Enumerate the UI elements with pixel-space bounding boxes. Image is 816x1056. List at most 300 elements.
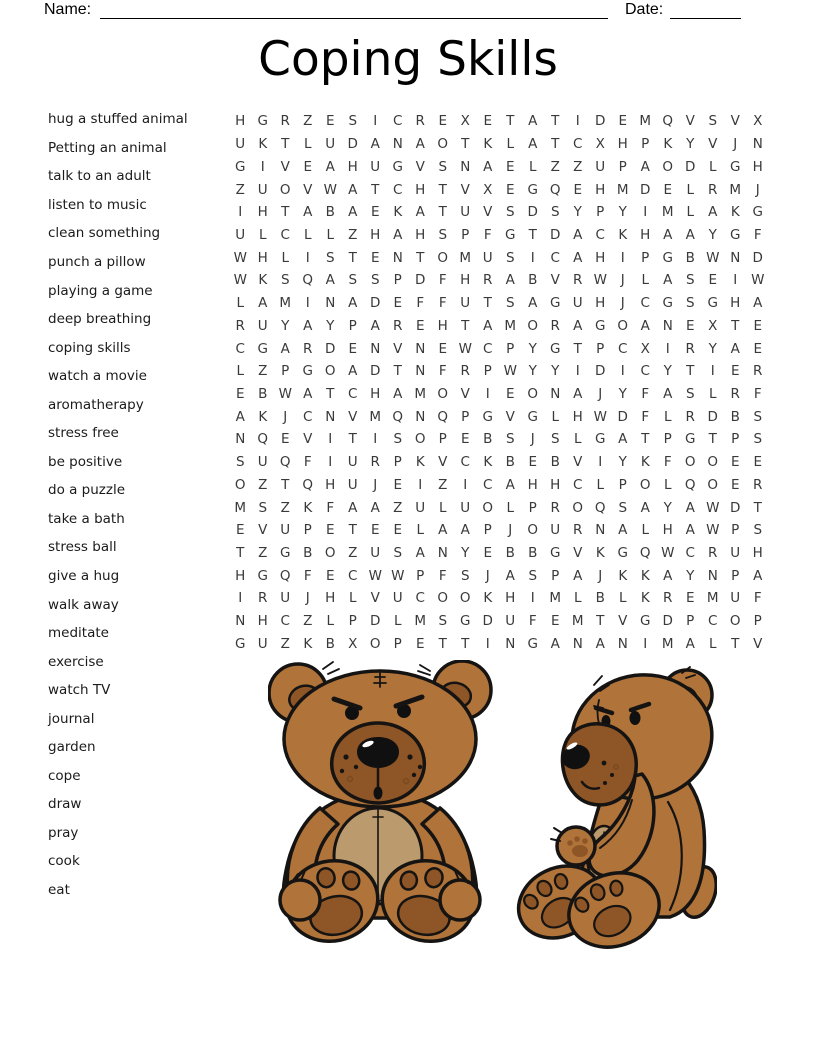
grid-letter: I: [485, 385, 490, 402]
grid-letter: L: [348, 590, 357, 607]
grid-letter: S: [438, 158, 448, 175]
grid-letter: I: [575, 363, 580, 380]
grid-letter: K: [303, 499, 313, 516]
grid-letter: G: [527, 181, 538, 198]
grid-letter: E: [370, 522, 380, 539]
name-label: Name:: [44, 1, 92, 18]
grid-letter: O: [324, 545, 336, 562]
grid-letter: T: [348, 522, 357, 539]
grid-letter: B: [483, 431, 493, 448]
grid-letter: W: [706, 522, 720, 539]
grid-letter: D: [527, 204, 538, 221]
grid-letter: L: [641, 522, 650, 539]
grid-letter: C: [348, 385, 358, 402]
grid-letter: W: [593, 272, 607, 289]
grid-letter: W: [233, 249, 247, 266]
grid-letter: Q: [279, 454, 291, 471]
grid-letter: U: [280, 522, 291, 539]
grid-letter: Z: [280, 635, 290, 652]
grid-letter: C: [618, 340, 628, 357]
grid-letter: C: [595, 226, 605, 243]
grid-letter: F: [326, 499, 335, 516]
grid-letter: D: [370, 613, 381, 630]
grid-letter: R: [573, 272, 583, 289]
grid-letter: A: [348, 181, 358, 198]
grid-letter: V: [550, 272, 560, 289]
grid-letter: G: [550, 340, 561, 357]
word-list-item: journal: [48, 710, 95, 727]
grid-letter: U: [460, 204, 471, 221]
grid-letter: L: [528, 158, 537, 175]
grid-letter: P: [551, 567, 560, 584]
grid-letter: D: [370, 295, 381, 312]
grid-letter: O: [459, 590, 471, 607]
grid-letter: F: [438, 363, 447, 380]
grid-letter: W: [368, 567, 382, 584]
grid-letter: I: [620, 249, 625, 266]
grid-letter: N: [370, 340, 381, 357]
grid-letter: C: [573, 136, 583, 153]
grid-letter: H: [572, 408, 583, 425]
grid-letter: H: [257, 204, 268, 221]
grid-letter: Z: [438, 476, 448, 493]
grid-letter: T: [596, 613, 605, 630]
grid-letter: C: [640, 363, 650, 380]
grid-letter: V: [370, 590, 380, 607]
grid-letter: R: [573, 522, 583, 539]
grid-letter: V: [753, 635, 763, 652]
grid-letter: B: [325, 204, 335, 221]
grid-letter: H: [617, 136, 628, 153]
grid-letter: D: [550, 226, 561, 243]
grid-letter: A: [348, 363, 358, 380]
grid-letter: S: [685, 295, 695, 312]
grid-letter: V: [415, 158, 425, 175]
grid-letter: P: [596, 204, 605, 221]
grid-letter: R: [708, 545, 718, 562]
grid-letter: U: [235, 226, 246, 243]
grid-letter: M: [279, 295, 292, 312]
grid-letter: N: [595, 522, 606, 539]
grid-letter: J: [598, 385, 603, 402]
grid-letter: Q: [392, 408, 404, 425]
grid-letter: Q: [662, 113, 674, 130]
grid-letter: I: [643, 204, 648, 221]
grid-letter: P: [348, 613, 357, 630]
grid-letter: H: [550, 476, 561, 493]
grid-letter: T: [281, 136, 290, 153]
grid-letter: J: [305, 590, 310, 607]
grid-letter: N: [662, 317, 673, 334]
grid-letter: G: [595, 317, 606, 334]
grid-letter: A: [505, 567, 515, 584]
word-list-item: exercise: [48, 653, 104, 670]
grid-letter: K: [258, 136, 268, 153]
grid-letter: B: [303, 545, 313, 562]
grid-letter: O: [437, 385, 449, 402]
grid-letter: T: [281, 204, 290, 221]
grid-letter: Z: [573, 158, 583, 175]
grid-letter: M: [616, 181, 629, 198]
grid-letter: A: [415, 545, 425, 562]
grid-letter: A: [618, 431, 628, 448]
grid-letter: E: [618, 113, 628, 130]
grid-letter: D: [662, 613, 673, 630]
grid-letter: I: [710, 363, 715, 380]
grid-letter: R: [393, 317, 403, 334]
grid-letter: I: [305, 249, 310, 266]
grid-letter: H: [437, 317, 448, 334]
grid-letter: E: [460, 431, 470, 448]
grid-letter: G: [752, 204, 763, 221]
grid-letter: P: [393, 454, 402, 471]
grid-letter: T: [753, 499, 762, 516]
grid-letter: P: [753, 613, 762, 630]
grid-letter: U: [505, 613, 516, 630]
grid-letter: G: [257, 567, 268, 584]
grid-letter: D: [482, 613, 493, 630]
grid-letter: H: [752, 545, 763, 562]
grid-letter: D: [752, 249, 763, 266]
grid-letter: Q: [684, 476, 696, 493]
grid-letter: A: [325, 272, 335, 289]
grid-letter: U: [392, 590, 403, 607]
grid-letter: Z: [235, 181, 245, 198]
grid-letter: V: [573, 545, 583, 562]
grid-letter: Y: [708, 340, 717, 357]
grid-letter: K: [640, 454, 650, 471]
grid-letter: K: [640, 590, 650, 607]
grid-letter: I: [328, 454, 333, 471]
grid-letter: N: [325, 408, 336, 425]
grid-letter: A: [393, 385, 403, 402]
grid-letter: Q: [549, 181, 561, 198]
grid-letter: G: [550, 295, 561, 312]
grid-letter: A: [348, 204, 358, 221]
grid-letter: G: [550, 545, 561, 562]
grid-letter: Y: [461, 545, 470, 562]
grid-letter: E: [303, 158, 313, 175]
grid-letter: G: [730, 226, 741, 243]
grid-letter: Z: [258, 476, 268, 493]
grid-letter: Z: [258, 363, 268, 380]
grid-letter: U: [550, 522, 561, 539]
grid-letter: V: [685, 113, 695, 130]
grid-letter: I: [238, 590, 243, 607]
grid-letter: S: [505, 295, 515, 312]
grid-letter: A: [663, 272, 673, 289]
grid-letter: X: [460, 113, 470, 130]
grid-letter: S: [235, 454, 245, 471]
word-list-item: meditate: [48, 625, 109, 642]
grid-letter: D: [617, 408, 628, 425]
grid-letter: A: [573, 385, 583, 402]
grid-letter: C: [393, 181, 403, 198]
grid-letter: W: [503, 363, 517, 380]
grid-letter: K: [618, 567, 628, 584]
grid-letter: E: [685, 317, 695, 334]
grid-letter: V: [483, 204, 493, 221]
grid-letter: T: [686, 363, 695, 380]
grid-letter: N: [325, 295, 336, 312]
grid-letter: E: [280, 431, 290, 448]
grid-letter: M: [369, 408, 382, 425]
grid-letter: L: [236, 363, 245, 380]
grid-letter: U: [347, 476, 358, 493]
grid-letter: S: [370, 272, 380, 289]
grid-letter: Q: [257, 431, 269, 448]
grid-letter: T: [528, 226, 537, 243]
word-list-item: draw: [48, 796, 82, 813]
grid-letter: U: [730, 545, 741, 562]
grid-letter: M: [504, 317, 517, 334]
grid-letter: W: [706, 499, 720, 516]
grid-letter: V: [438, 454, 448, 471]
grid-letter: D: [595, 113, 606, 130]
grid-letter: G: [527, 635, 538, 652]
grid-letter: A: [235, 408, 245, 425]
grid-letter: A: [663, 567, 673, 584]
grid-letter: B: [505, 545, 515, 562]
grid-letter: U: [572, 295, 583, 312]
grid-letter: V: [573, 454, 583, 471]
grid-letter: V: [393, 340, 403, 357]
grid-letter: E: [325, 522, 335, 539]
grid-letter: R: [370, 454, 380, 471]
grid-letter: A: [528, 136, 538, 153]
word-list-item: coping skills: [48, 339, 131, 356]
grid-letter: E: [753, 317, 763, 334]
grid-letter: E: [235, 522, 245, 539]
grid-letter: P: [731, 567, 740, 584]
grid-letter: G: [640, 613, 651, 630]
grid-letter: Z: [348, 545, 358, 562]
grid-letter: T: [236, 545, 245, 562]
grid-letter: C: [348, 567, 358, 584]
word-list: [48, 105, 188, 904]
grid-letter: E: [415, 635, 425, 652]
grid-letter: U: [280, 590, 291, 607]
grid-letter: G: [302, 363, 313, 380]
grid-letter: I: [530, 249, 535, 266]
grid-letter: A: [370, 136, 380, 153]
word-list-item: talk to an adult: [48, 168, 151, 185]
grid-letter: H: [257, 249, 268, 266]
grid-letter: V: [303, 181, 313, 198]
grid-letter: T: [641, 431, 650, 448]
grid-letter: N: [235, 431, 246, 448]
grid-letter: E: [438, 340, 448, 357]
grid-letter: G: [392, 158, 403, 175]
grid-letter: N: [617, 635, 628, 652]
word-list-item: watch a movie: [48, 368, 147, 385]
word-list-item: walk away: [48, 596, 119, 613]
grid-letter: A: [663, 226, 673, 243]
grid-letter: E: [573, 181, 583, 198]
grid-letter: B: [685, 249, 695, 266]
grid-letter: L: [663, 408, 672, 425]
grid-letter: L: [281, 249, 290, 266]
grid-letter: O: [639, 476, 651, 493]
grid-letter: T: [348, 431, 357, 448]
grid-letter: N: [415, 363, 426, 380]
grid-letter: H: [752, 158, 763, 175]
word-list-item: hug a stuffed animal: [48, 111, 188, 128]
grid-letter: C: [483, 340, 493, 357]
grid-letter: A: [595, 635, 605, 652]
grid-letter: R: [753, 363, 763, 380]
grid-letter: L: [551, 408, 560, 425]
grid-letter: A: [685, 522, 695, 539]
grid-letter: A: [415, 136, 425, 153]
grid-letter: L: [236, 295, 245, 312]
grid-letter: T: [438, 635, 447, 652]
grid-letter: Z: [280, 499, 290, 516]
grid-letter: O: [572, 499, 584, 516]
grid-letter: C: [573, 476, 583, 493]
grid-letter: J: [485, 567, 490, 584]
grid-letter: D: [685, 158, 696, 175]
grid-letter: I: [575, 113, 580, 130]
word-list-item: pray: [48, 824, 79, 841]
grid-letter: S: [393, 545, 403, 562]
grid-letter: O: [437, 590, 449, 607]
grid-letter: T: [393, 363, 402, 380]
grid-letter: Y: [618, 385, 627, 402]
grid-letter: V: [303, 431, 313, 448]
grid-letter: O: [279, 181, 291, 198]
grid-letter: S: [505, 249, 515, 266]
grid-letter: P: [461, 408, 470, 425]
grid-letter: T: [371, 181, 380, 198]
grid-letter: S: [505, 204, 515, 221]
grid-letter: D: [370, 363, 381, 380]
grid-letter: I: [260, 158, 265, 175]
grid-letter: Y: [618, 454, 627, 471]
grid-letter: T: [438, 181, 447, 198]
grid-letter: N: [752, 136, 763, 153]
grid-letter: O: [684, 454, 696, 471]
grid-letter: X: [595, 136, 605, 153]
grid-letter: T: [438, 204, 447, 221]
grid-letter: A: [348, 499, 358, 516]
grid-letter: S: [348, 113, 358, 130]
name-blank-line: [100, 18, 608, 19]
grid-letter: E: [685, 590, 695, 607]
grid-letter: Y: [686, 136, 695, 153]
grid-letter: P: [686, 613, 695, 630]
grid-letter: A: [618, 522, 628, 539]
grid-letter: F: [753, 226, 762, 243]
grid-letter: O: [437, 249, 449, 266]
grid-letter: H: [505, 590, 516, 607]
grid-letter: Z: [348, 226, 358, 243]
grid-letter: Y: [708, 226, 717, 243]
grid-letter: V: [460, 181, 470, 198]
word-list-item: cope: [48, 767, 81, 784]
grid-letter: A: [483, 317, 493, 334]
grid-letter: E: [505, 385, 515, 402]
grid-letter: F: [303, 454, 312, 471]
grid-letter: M: [414, 613, 427, 630]
grid-letter: A: [573, 567, 583, 584]
grid-letter: G: [707, 295, 718, 312]
grid-letter: F: [303, 567, 312, 584]
word-list-item: deep breathing: [48, 311, 152, 328]
grid-letter: L: [708, 385, 717, 402]
grid-letter: M: [414, 385, 427, 402]
grid-letter: G: [257, 113, 268, 130]
grid-letter: K: [483, 454, 493, 471]
grid-letter: N: [415, 408, 426, 425]
grid-letter: E: [708, 272, 718, 289]
grid-letter: L: [686, 204, 695, 221]
grid-letter: Q: [279, 567, 291, 584]
grid-letter: U: [482, 249, 493, 266]
grid-letter: W: [323, 181, 337, 198]
grid-letter: N: [550, 385, 561, 402]
grid-letter: P: [483, 363, 492, 380]
word-list-item: watch TV: [48, 682, 111, 699]
grid-letter: O: [729, 613, 741, 630]
grid-letter: C: [640, 295, 650, 312]
grid-letter: A: [753, 567, 763, 584]
grid-letter: U: [370, 158, 381, 175]
grid-letter: F: [753, 385, 762, 402]
grid-letter: E: [663, 181, 673, 198]
grid-letter: J: [620, 272, 625, 289]
grid-letter: T: [281, 476, 290, 493]
grid-letter: A: [528, 113, 538, 130]
grid-letter: D: [415, 272, 426, 289]
grid-letter: L: [258, 226, 267, 243]
grid-letter: H: [257, 613, 268, 630]
grid-letter: M: [661, 635, 674, 652]
grid-letter: E: [393, 476, 403, 493]
grid-letter: C: [483, 476, 493, 493]
grid-letter: T: [461, 136, 470, 153]
grid-letter: G: [617, 545, 628, 562]
grid-letter: I: [485, 635, 490, 652]
grid-letter: S: [550, 204, 560, 221]
grid-letter: B: [505, 454, 515, 471]
grid-letter: F: [416, 295, 425, 312]
grid-letter: A: [640, 499, 650, 516]
grid-letter: T: [461, 317, 470, 334]
grid-letter: B: [550, 454, 560, 471]
grid-letter: A: [303, 385, 313, 402]
grid-letter: F: [663, 454, 672, 471]
word-list-item: playing a game: [48, 282, 153, 299]
grid-letter: Y: [663, 363, 672, 380]
grid-letter: B: [325, 635, 335, 652]
grid-letter: F: [438, 567, 447, 584]
grid-letter: T: [551, 113, 560, 130]
grid-letter: M: [459, 249, 472, 266]
grid-letter: F: [483, 226, 492, 243]
grid-letter: K: [258, 272, 268, 289]
grid-letter: S: [708, 113, 718, 130]
grid-letter: W: [233, 272, 247, 289]
grid-letter: M: [729, 181, 742, 198]
grid-letter: I: [665, 340, 670, 357]
grid-letter: V: [280, 158, 290, 175]
grid-letter: U: [257, 317, 268, 334]
grid-letter: A: [415, 204, 425, 221]
grid-letter: G: [460, 613, 471, 630]
grid-letter: H: [595, 249, 606, 266]
grid-letter: S: [618, 499, 628, 516]
